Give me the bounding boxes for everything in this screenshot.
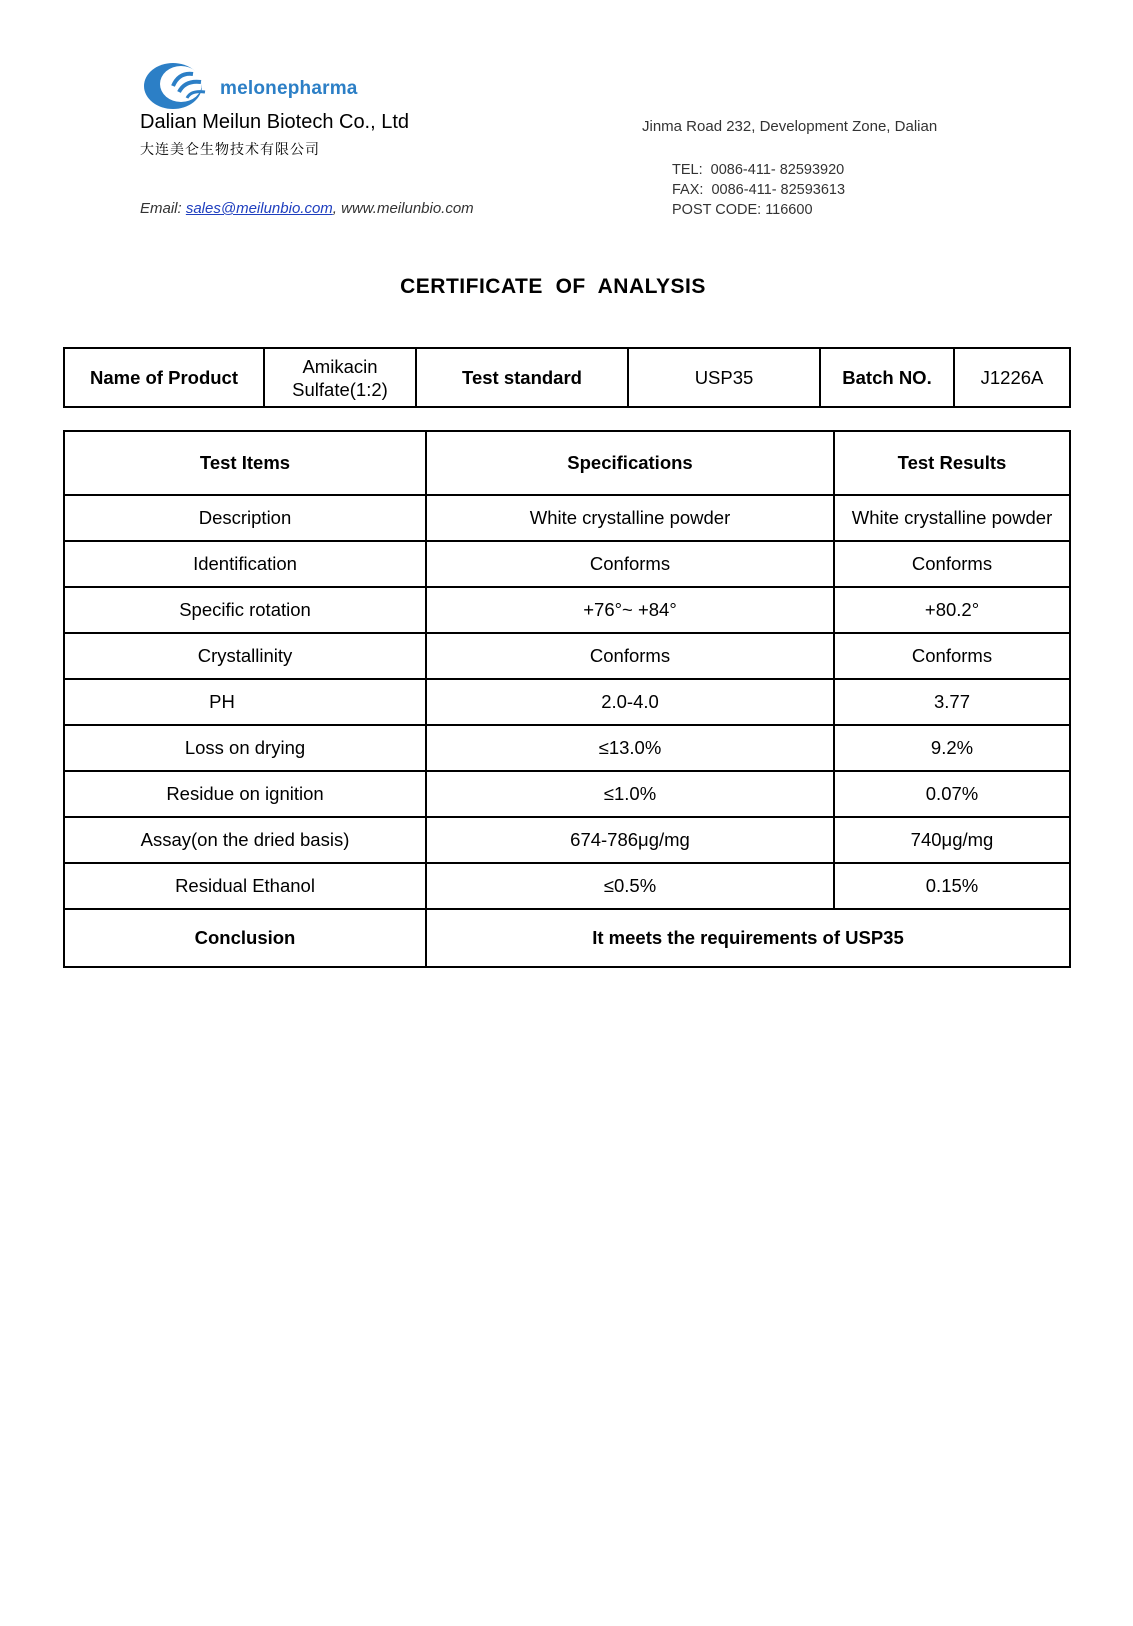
product-name-value [264,348,416,407]
conclusion-text: It meets the requirements of USP35 [426,909,1070,967]
result-cell: Conforms [834,541,1070,587]
conclusion-label: Conclusion [64,909,426,967]
tel-line: TEL: 0086-411- 82593920 [672,162,845,178]
test-results-table [63,430,1071,968]
company-logo-icon [143,62,209,110]
table-row [64,679,1070,725]
fax-line: FAX: 0086-411- 82593613 [672,182,846,198]
result-cell: White crystalline powder [834,495,1070,541]
batch-number-label: Batch NO. [820,348,954,407]
contact-block [672,160,845,220]
company-address: Jinma Road 232, Development Zone, Dalian [642,118,938,135]
test-item-cell: Residual Ethanol [64,863,426,909]
result-cell: 9.2% [834,725,1070,771]
table-row [64,771,1070,817]
specification-cell: 674-786μg/mg [426,817,834,863]
test-item-cell: Specific rotation [64,587,426,633]
table-header-row [64,431,1070,495]
test-item-cell: Description [64,495,426,541]
column-header-test-results: Test Results [834,431,1070,495]
table-row [64,725,1070,771]
table-row [64,495,1070,541]
batch-number-value: J1226A [954,348,1070,407]
specification-cell: 2.0-4.0 [426,679,834,725]
company-name-chinese: 大连美仑生物技术有限公司 [140,142,320,158]
result-cell: +80.2° [834,587,1070,633]
test-item-cell: Loss on drying [64,725,426,771]
table-row [64,633,1070,679]
column-header-test-items: Test Items [64,431,426,495]
company-name: Dalian Meilun Biotech Co., Ltd [140,111,410,133]
email-line [140,200,474,217]
test-item-cell: Crystallinity [64,633,426,679]
table-row [64,863,1070,909]
result-cell: 740μg/mg [834,817,1070,863]
product-name-label: Name of Product [64,348,264,407]
table-row [64,541,1070,587]
table-row [64,587,1070,633]
result-cell: 3.77 [834,679,1070,725]
table-row [64,817,1070,863]
test-item-cell: PH [64,679,426,725]
specification-cell: ≤0.5% [426,863,834,909]
product-info-row [64,348,1070,407]
test-item-cell: Residue on ignition [64,771,426,817]
email-link[interactable]: sales@meilunbio.com [185,200,333,217]
product-info-table [63,347,1071,408]
result-cell: Conforms [834,633,1070,679]
specification-cell: ≤1.0% [426,771,834,817]
test-standard-value: USP35 [628,348,820,407]
result-cell: 0.07% [834,771,1070,817]
specification-cell: +76°~ +84° [426,587,834,633]
specification-cell: ≤13.0% [426,725,834,771]
result-cell: 0.15% [834,863,1070,909]
specification-cell: White crystalline powder [426,495,834,541]
brand-name: melonepharma [220,78,358,99]
post-code-line: POST CODE: 116600 [672,202,813,218]
website-text[interactable]: , www.meilunbio.com [332,200,474,217]
test-standard-label: Test standard [416,348,628,407]
document-title: CERTIFICATE OF ANALYSIS [400,275,706,298]
email-label: Email: [140,200,186,217]
product-name-line1: Amikacin [302,355,378,377]
product-name-line2: Sulfate(1:2) [292,378,388,400]
conclusion-row [64,909,1070,967]
column-header-specifications: Specifications [426,431,834,495]
specification-cell: Conforms [426,633,834,679]
test-item-cell: Identification [64,541,426,587]
specification-cell: Conforms [426,541,834,587]
test-item-cell: Assay(on the dried basis) [64,817,426,863]
